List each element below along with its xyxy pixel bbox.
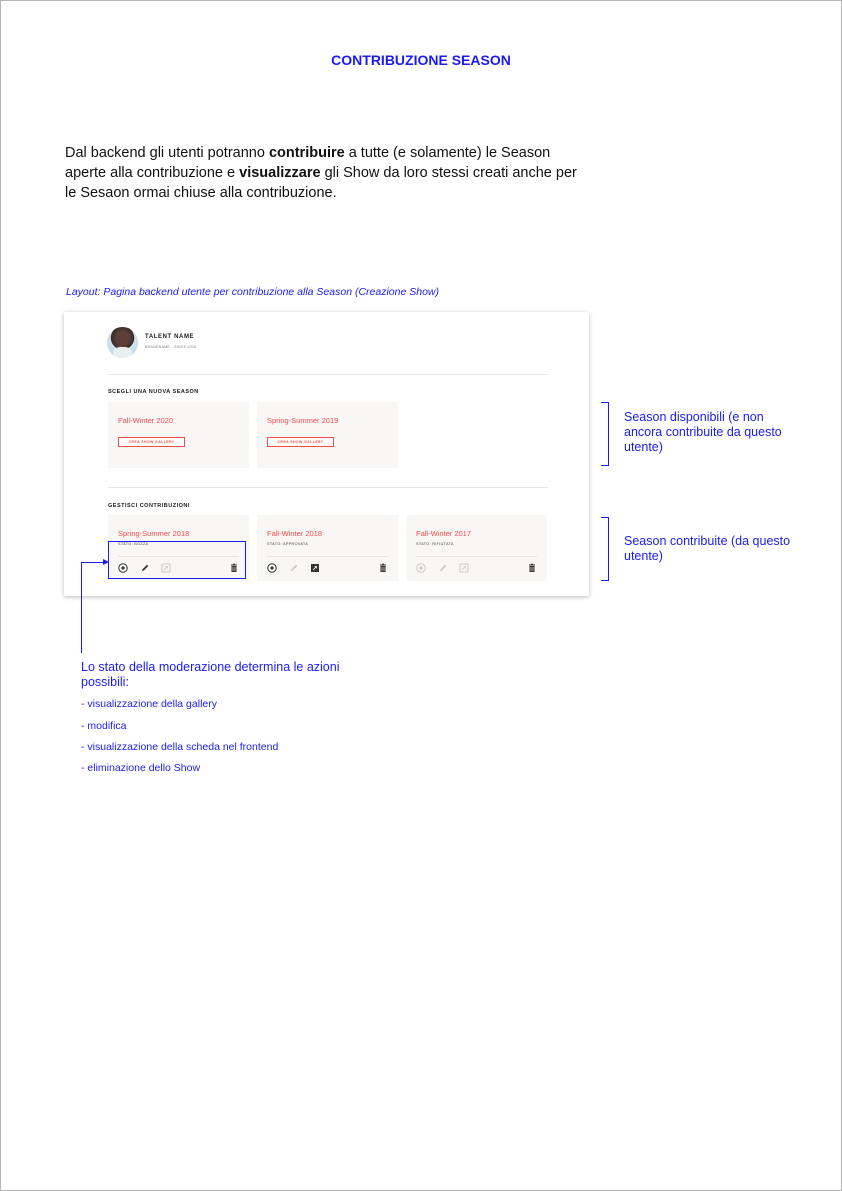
card-divider [416,556,537,557]
trash-icon[interactable] [378,563,388,573]
contribution-title: Spring-Summer 2018 [118,529,190,538]
contribution-title: Fall-Winter 2017 [416,529,472,538]
avatar [107,327,138,358]
new-season-heading: SCEGLI UNA NUOVA SEASON [108,389,199,395]
actions-highlight-box [108,541,246,579]
divider [108,487,548,488]
contributed-bracket [601,517,609,581]
contribution-status: STATO: BOZZA [118,542,149,546]
season-card [257,402,398,468]
contributed-note: Season contribuite (da questo utente) [624,534,791,563]
open-frontend-icon [459,563,469,573]
divider [108,374,548,375]
pencil-icon [438,563,448,573]
available-note: Season disponibili (e non ancora contribuite da questo utente) [624,410,782,454]
season-card [108,402,249,468]
moderation-note: Lo stato della moderazione determina le azioni possibili: [81,660,340,689]
intro-text-2: a tutte (e solamente) le Season aperte alla contribuzione e [65,145,551,181]
action-item: - eliminazione dello Show [81,762,201,774]
available-bracket [601,402,609,466]
contribution-status: STATO: RIFIUTATA [416,542,454,546]
action-item: - visualizzazione della gallery [81,698,217,710]
open-frontend-icon[interactable] [310,563,320,573]
card-divider [267,556,388,557]
pencil-icon [289,563,299,573]
layout-caption: Layout: Pagina backend utente per contribuzione alla Season (Creazione Show) [66,286,439,298]
crea-show-gallery-button[interactable]: CREA SHOW GALLERY [118,437,185,447]
trash-icon[interactable] [527,563,537,573]
intro-bold-visualizzare: visualizzare [239,165,321,181]
crea-show-gallery-button[interactable]: CREA SHOW GALLERY [267,437,334,447]
action-item: - modifica [81,720,127,732]
contribution-card [257,515,398,581]
avatar-face [117,333,128,348]
intro-bold-contribuire: contribuire [268,145,345,161]
season-card-title: Spring-Summer 2019 [267,416,339,425]
intro-text-3: gli Show da loro stessi creati anche per le Sesaon ormai chiuse alla contribuzione. [65,165,577,201]
document-title: CONTRIBUZIONE SEASON [331,52,511,68]
contribution-card [406,515,547,581]
arrow-line-vertical [81,562,82,653]
arrow-head-icon [103,559,109,565]
contribution-status: STATO: APPROVATA [267,542,309,546]
contribution-title: Fall-Winter 2018 [267,529,323,538]
action-item: - visualizzazione della scheda nel frontend [81,741,279,753]
talent-meta: BRANDNAME - SINCE 2018 [145,345,197,349]
contributions-heading: GESTISCI CONTRIBUZIONI [108,503,190,509]
intro-text-1: Dal backend gli utenti potranno [65,145,269,161]
eye-icon [416,563,426,573]
eye-icon[interactable] [267,563,277,573]
talent-name: TALENT NAME [145,334,195,340]
intro-paragraph [65,143,585,203]
avatar-body [113,347,132,358]
season-card-title: Fall-Winter 2020 [118,416,174,425]
